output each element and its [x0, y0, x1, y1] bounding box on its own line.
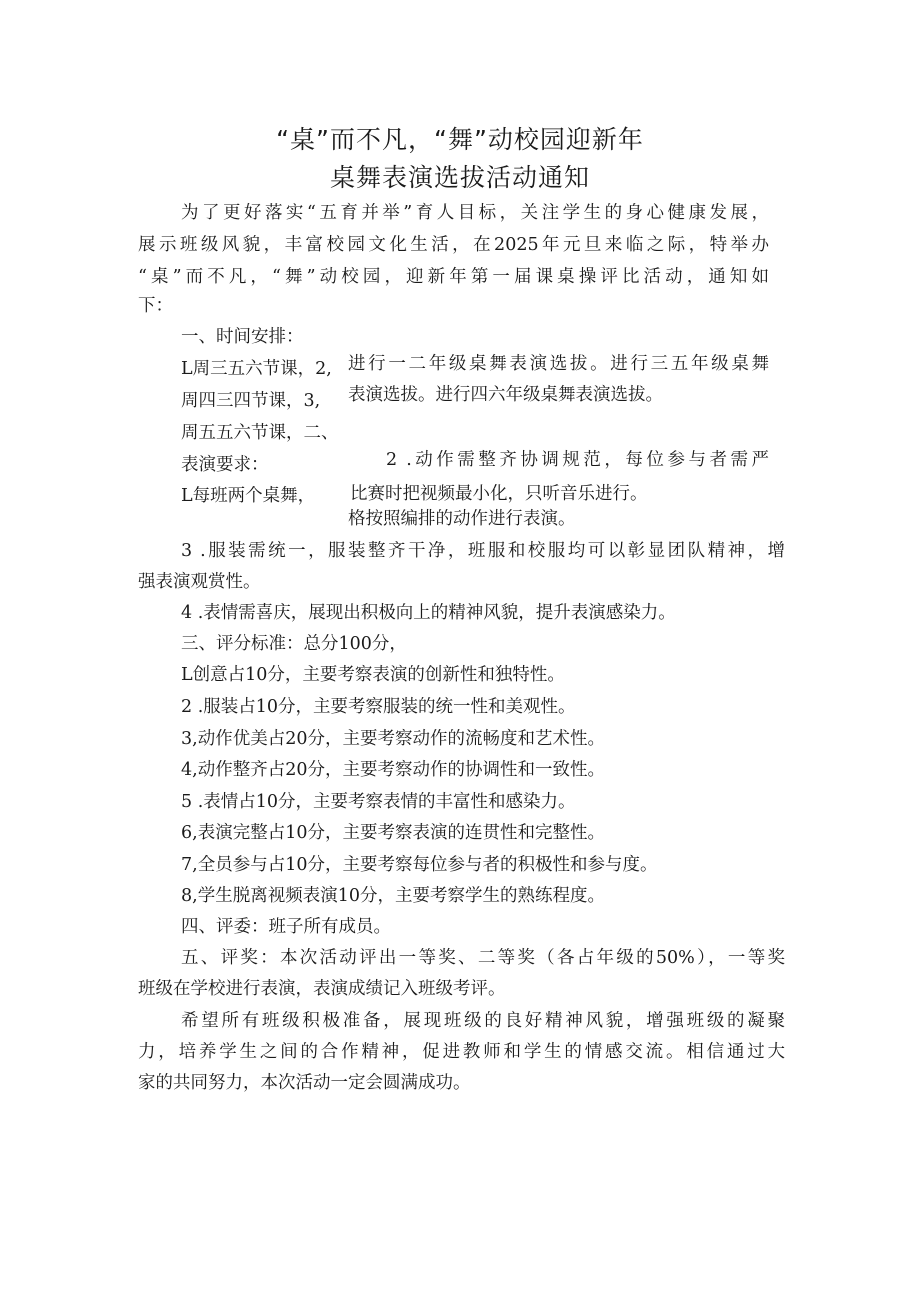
section-1-right-line-2: 表演选拔。进行四六年级桌舞表演选拔。: [348, 385, 663, 405]
section-2-left-line-1: 表演要求：: [181, 455, 269, 475]
section-3-item-6: 6,表演完整占10分，主要考察表演的连贯性和完整性。: [181, 823, 605, 843]
document-title-line-1: “桌”而不凡，“舞”动校园迎新年: [276, 125, 644, 154]
section-5-line-1: 五、评奖：本次活动评出一等奖、二等奖（各占年级的50%），一等奖: [181, 948, 785, 968]
closing-line-2: 力，培养学生之间的合作精神，促进教师和学生的情感交流。相信通过大: [138, 1042, 785, 1062]
closing-line-1: 希望所有班级积极准备，展现班级的良好精神风貌，增强班级的凝聚: [181, 1011, 785, 1031]
intro-line-2: 展示班级风貌，丰富校园文化生活，在2025年元旦来临之际，特举办: [138, 235, 769, 255]
section-3-item-5: 5 .表情占10分，主要考察表情的丰富性和感染力。: [181, 792, 576, 812]
section-3-item-3: 3,动作优美占20分，主要考察动作的流畅度和艺术性。: [181, 729, 605, 749]
intro-line-3: “桌”而不凡，“舞”动校园，迎新年第一届课桌操评比活动，通知如: [138, 267, 769, 287]
section-2-item-3-line-1: 3 .服装需统一，服装整齐干净，班服和校服均可以彰显团队精神，增: [181, 541, 785, 561]
section-3-item-7: 7,全员参与占10分，主要考察每位参与者的积极性和参与度。: [181, 855, 658, 875]
section-1-right-line-1: 进行一二年级桌舞表演选拔。进行三五年级桌舞: [348, 354, 769, 374]
intro-line-4: 下：: [138, 296, 173, 316]
section-2-right-line-1: 2 .动作需整齐协调规范，每位参与者需严: [386, 450, 769, 470]
section-3-item-2: 2 .服装占10分，主要考察服装的统一性和美观性。: [181, 697, 576, 717]
document-title-line-2: 桌舞表演选拔活动通知: [329, 163, 590, 192]
section-3-item-1: L创意占10分，主要考察表演的创新性和独特性。: [181, 665, 565, 685]
section-4: 四、评委：班子所有成员。: [181, 917, 391, 937]
intro-line-1: 为了更好落实“五育并举”育人目标，关注学生的身心健康发展，: [181, 203, 769, 223]
section-1-left-line-3: 周五五六节课，二、: [181, 423, 339, 443]
closing-line-3: 家的共同努力，本次活动一定会圆满成功。: [138, 1073, 471, 1093]
section-5-line-2: 班级在学校进行表演，表演成绩记入班级考评。: [138, 979, 506, 999]
section-1-left-line-2: 周四三四节课，3,: [181, 391, 321, 411]
section-3-item-4: 4,动作整齐占20分，主要考察动作的协调性和一致性。: [181, 760, 605, 780]
section-3-heading: 三、评分标准：总分100分，: [181, 634, 407, 654]
section-1-left-line-1: L周三五六节课，2,: [181, 359, 332, 379]
section-2-right-line-3: 格按照编排的动作进行表演。: [348, 509, 576, 529]
section-1-heading: 一、时间安排：: [181, 327, 304, 347]
section-2-item-4: 4 .表情需喜庆，展现出积极向上的精神风貌，提升表演感染力。: [181, 603, 676, 623]
section-2-left-line-2: L每班两个桌舞，: [181, 486, 316, 506]
section-2-item-3-line-2: 强表演观赏性。: [138, 572, 261, 592]
section-2-right-line-2: 比赛时把视频最小化，只听音乐进行。: [350, 484, 648, 504]
section-3-item-8: 8,学生脱离视频表演10分，主要考察学生的熟练程度。: [181, 886, 605, 906]
